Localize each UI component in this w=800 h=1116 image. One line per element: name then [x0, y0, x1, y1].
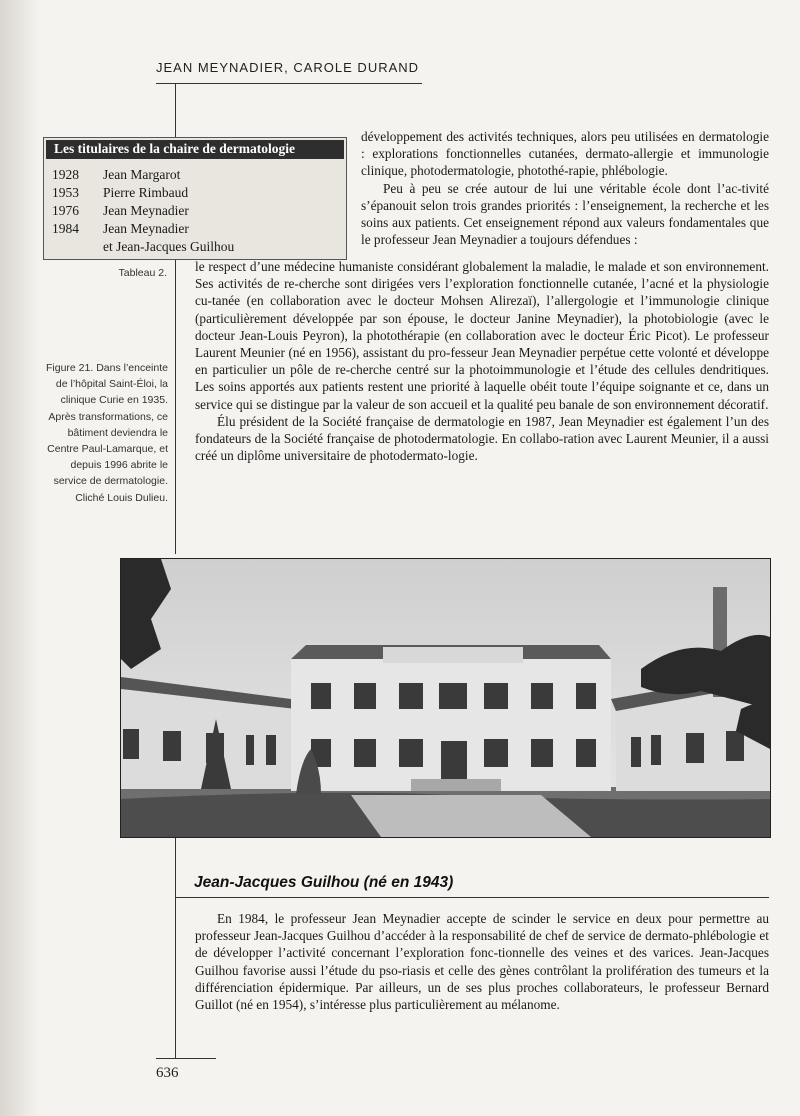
- chair-holders-table: [43, 137, 347, 260]
- paragraph-school-rest: le respect d’une médecine humaniste considérant globalement la maladie, le malade et son environnement. Ses activités de re-cherche sont dirigées vers l’exploration fonctionnelle cutanée, l’acné et la physiologie cu-tanée (en collaboration avec le docteur Mohsen Alirezaï), l’allergologie et l’immunologie clinique (particulièrement développée par son épouse, le docteur Janine Meynadier), la photobiologie (avec le docteur Jean-Louis Peyron), la photothérapie (en collaboration avec le docteur Éric Picot). Le professeur Laurent Meunier (né en 1956), assistant du pro-fesseur Jean Meynadier perpétue cette volonté et développe en particulier un pôle de re-cherche centré sur la photoimmunologie et l’étude des cellules dendritiques. Les soins apportés aux patients restent une priorité à laquelle obéit toute l’équipe soignante et ce, dans un service qui se distingue par la valeur de son accueil et la qualité peu banale de son environnement décoratif.: [195, 259, 769, 412]
- page-gutter-shadow: [0, 0, 40, 1116]
- table-row: [44, 220, 346, 238]
- section-rule: [176, 897, 769, 898]
- page-number: 636: [156, 1065, 179, 1081]
- table-title: Les titulaires de la chaire de dermatologie: [46, 140, 344, 159]
- figure-caption: Figure 21. Dans l’enceinte de l’hôpital Saint-Éloi, la clinique Curie en 1935. Après transformations, ce bâtiment deviendra le Centre Paul-Lamarque, et depuis 1996 abrite le service de dermatologie. Cliché Louis Dulieu.: [46, 362, 168, 504]
- paragraph-techniques: développement des activités techniques, alors peu utilisées en dermatologie : explorations fonctionnelles cutanées, dermato-allergie et immunologie clinique, photodermatologie, photothé-rapie, phlébologie.: [361, 129, 769, 179]
- table-year: 1984: [52, 221, 79, 236]
- table-row: [44, 166, 346, 184]
- running-head: JEAN MEYNADIER, CAROLE DURAND: [156, 60, 420, 75]
- footer-rule: [156, 1058, 216, 1059]
- table-row: [44, 184, 346, 202]
- text-column-upper: [361, 128, 769, 248]
- table-name: Jean Meynadier: [103, 221, 189, 236]
- paragraph-president: Élu président de la Société française de dermatologie en 1987, Jean Meynadier est également l’un des fondateurs de la Société française de photodermatologie. En collabo-ration avec Laurent Meunier, il a aussi créé un diplôme universitaire de photodermato-logie.: [195, 413, 769, 464]
- table-name: et Jean-Jacques Guilhou: [103, 239, 235, 254]
- table-year: 1928: [52, 167, 79, 182]
- table-caption: Tableau 2.: [118, 267, 167, 279]
- table-year: 1953: [52, 185, 79, 200]
- text-column-bottom: [195, 910, 769, 1013]
- table-row: [44, 202, 346, 220]
- table-name: Pierre Rimbaud: [103, 185, 189, 200]
- table-row: [44, 238, 346, 256]
- table-name: Jean Margarot: [103, 167, 181, 182]
- table-name: Jean Meynadier: [103, 203, 189, 218]
- table-year: 1976: [52, 203, 79, 218]
- header-rule: [156, 83, 422, 84]
- table-year: [52, 238, 103, 256]
- paragraph-school-start: Peu à peu se crée autour de lui une véritable école dont l’ac-tivité s’épanouit selon trois grandes priorités : l’enseignement, la recherche et les soins aux patients. Cet enseignement répond aux valeurs fondamentales que le professeur Jean Meynadier a toujours défendues :: [361, 180, 769, 248]
- paragraph-guilhou: En 1984, le professeur Jean Meynadier accepte de scinder le service en deux pour permettre au professeur Jean-Jacques Guilhou d’accéder à la responsabilité de chef de service de dermato-phlébologie et de développer l’activité concernant l’exploration fonc-tionnelle des veines et des varices. Jean-Jacques Guilhou favorise aussi l’étude du pso-riasis et celle des gènes contrôlant la prolifération des tumeurs et la différenciation épidermique. Par ailleurs, un de ses plus proches collaborateurs, le professeur Bernard Guillot (né en 1954), s’intéresse plus particulièrement au mélanome.: [195, 911, 769, 1013]
- vertical-rule-bottom: [175, 836, 176, 1058]
- section-heading: Jean-Jacques Guilhou (né en 1943): [194, 874, 454, 891]
- clinic-curie-photo: [120, 558, 771, 838]
- text-column-wide: [195, 258, 769, 464]
